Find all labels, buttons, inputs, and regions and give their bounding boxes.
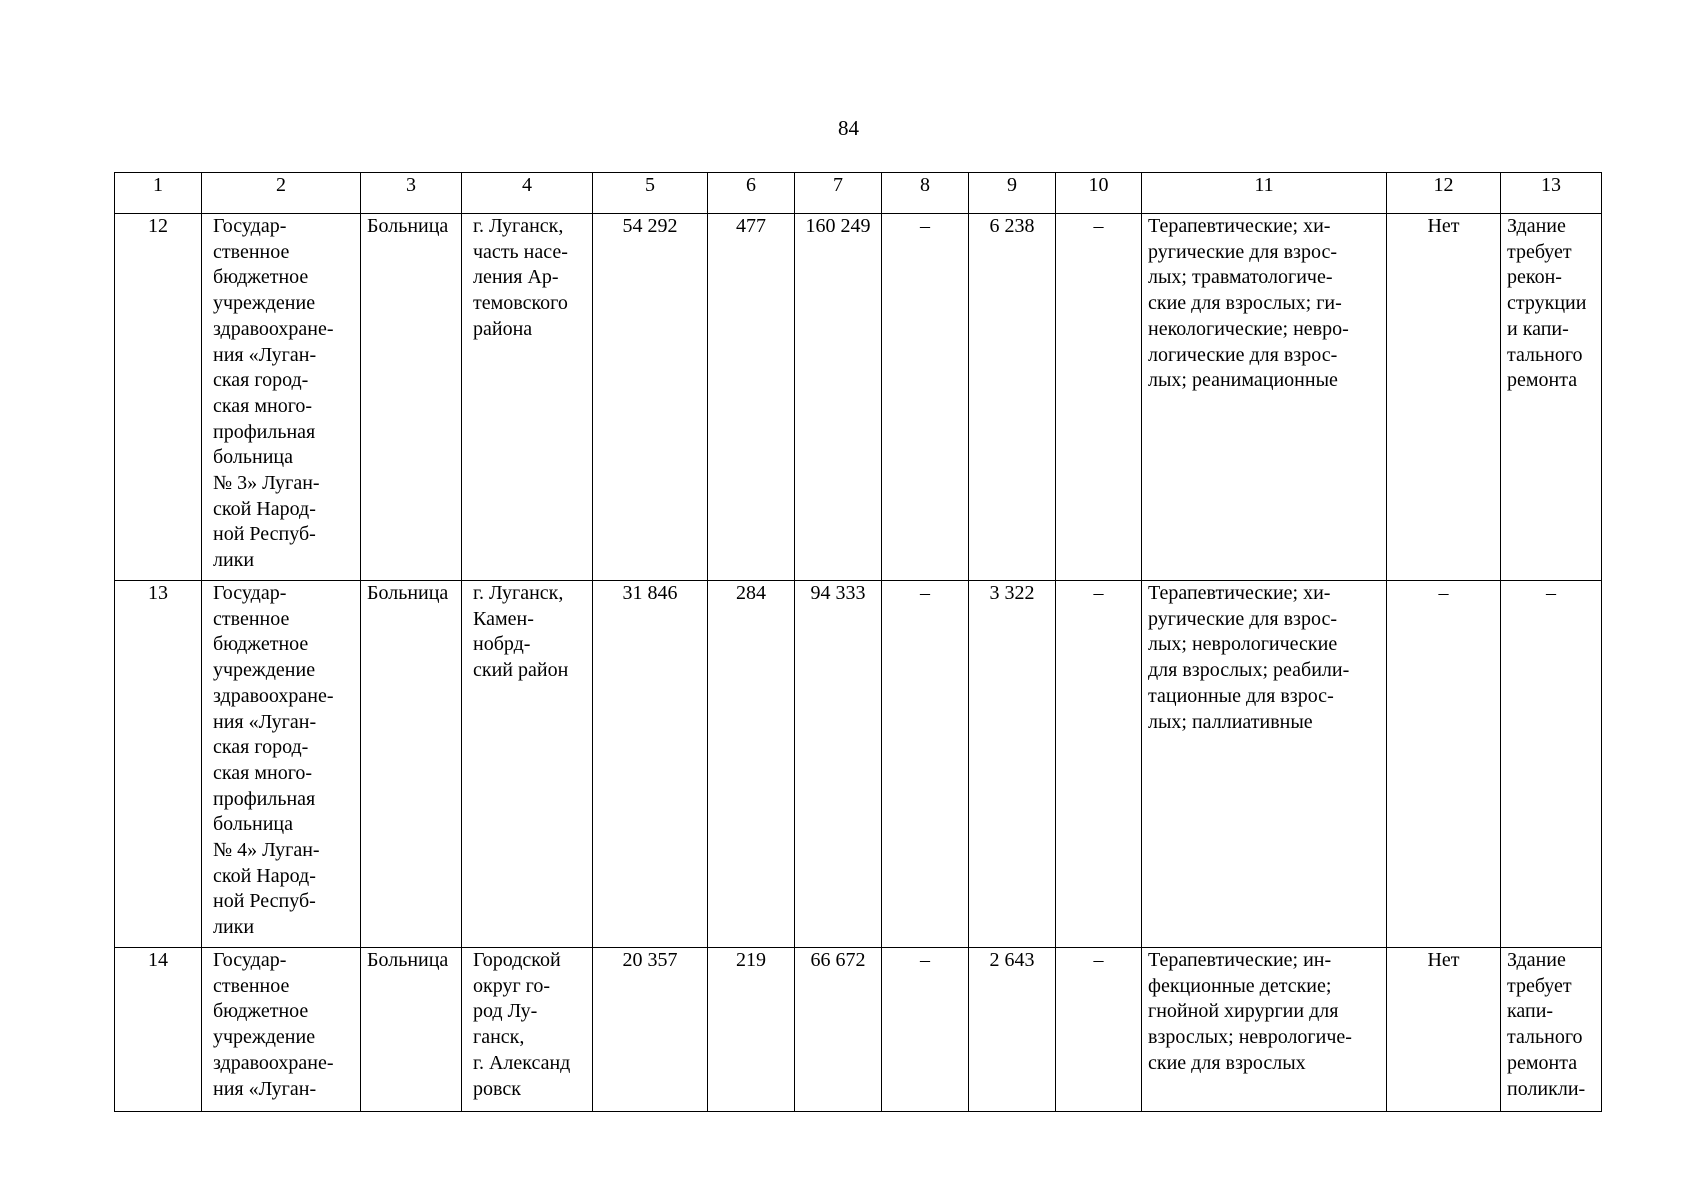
header-cell: 11 bbox=[1142, 173, 1387, 214]
location: Городской округ го- род Лу- ганск, г. Александ ровск bbox=[462, 948, 593, 1112]
cell-col-6: 477 bbox=[708, 214, 795, 581]
cell-col-7: 94 333 bbox=[795, 581, 882, 948]
cell-col-7: 66 672 bbox=[795, 948, 882, 1112]
cell-col-8: – bbox=[882, 581, 969, 948]
cell-col-13: Здание требует рекон- струкции и капи- тального ремонта bbox=[1501, 214, 1602, 581]
hospital-table bbox=[114, 172, 1602, 1112]
cell-col-10: – bbox=[1056, 214, 1142, 581]
location: г. Луганск, часть насе- ления Ар- темовского района bbox=[462, 214, 593, 581]
header-cell: 3 bbox=[361, 173, 462, 214]
table-row bbox=[115, 214, 1602, 581]
cell-col-12: – bbox=[1387, 581, 1501, 948]
row-number: 12 bbox=[115, 214, 202, 581]
cell-col-5: 54 292 bbox=[593, 214, 708, 581]
header-cell: 5 bbox=[593, 173, 708, 214]
page-number: 84 bbox=[838, 116, 859, 140]
cell-col-5: 31 846 bbox=[593, 581, 708, 948]
cell-col-13: – bbox=[1501, 581, 1602, 948]
table-row bbox=[115, 581, 1602, 948]
departments: Терапевтические; хи- ругические для взрос- лых; неврологические для взрослых; реабили- тационные для взрос- лых; паллиативные bbox=[1142, 581, 1387, 948]
cell-col-6: 219 bbox=[708, 948, 795, 1112]
header-cell: 13 bbox=[1501, 173, 1602, 214]
departments: Терапевтические; хи- ругические для взрос- лых; травматологиче- ские для взрослых; ги- некологические; невро- логические для взрос- лых; реанимационные bbox=[1142, 214, 1387, 581]
institution-name: Государ- ственное бюджетное учреждение здравоохране- ния «Луган- bbox=[202, 948, 361, 1112]
header-cell: 2 bbox=[202, 173, 361, 214]
departments: Терапевтические; ин- фекционные детские; гнойной хирургии для взрослых; неврологиче- ские для взрослых bbox=[1142, 948, 1387, 1112]
header-cell: 10 bbox=[1056, 173, 1142, 214]
header-cell: 8 bbox=[882, 173, 969, 214]
cell-col-13: Здание требует капи- тального ремонта поликли- bbox=[1501, 948, 1602, 1112]
cell-col-10: – bbox=[1056, 581, 1142, 948]
row-number: 14 bbox=[115, 948, 202, 1112]
cell-col-10: – bbox=[1056, 948, 1142, 1112]
cell-col-6: 284 bbox=[708, 581, 795, 948]
facility-type: Больница bbox=[361, 214, 462, 581]
cell-col-9: 3 322 bbox=[969, 581, 1056, 948]
header-cell: 7 bbox=[795, 173, 882, 214]
cell-col-8: – bbox=[882, 214, 969, 581]
header-row bbox=[115, 173, 1602, 214]
header-cell: 4 bbox=[462, 173, 593, 214]
cell-col-12: Нет bbox=[1387, 948, 1501, 1112]
location: г. Луганск, Камен- нобрд- ский район bbox=[462, 581, 593, 948]
header-cell: 6 bbox=[708, 173, 795, 214]
cell-col-5: 20 357 bbox=[593, 948, 708, 1112]
cell-col-7: 160 249 bbox=[795, 214, 882, 581]
facility-type: Больница bbox=[361, 581, 462, 948]
table-row bbox=[115, 948, 1602, 1112]
institution-name: Государ- ственное бюджетное учреждение здравоохране- ния «Луган- ская город- ская много- профильная больница № 4» Луган- ской Народ- ной Респуб- лики bbox=[202, 581, 361, 948]
cell-col-8: – bbox=[882, 948, 969, 1112]
header-cell: 1 bbox=[115, 173, 202, 214]
cell-col-9: 2 643 bbox=[969, 948, 1056, 1112]
row-number: 13 bbox=[115, 581, 202, 948]
facility-type: Больница bbox=[361, 948, 462, 1112]
header-cell: 12 bbox=[1387, 173, 1501, 214]
cell-col-12: Нет bbox=[1387, 214, 1501, 581]
cell-col-9: 6 238 bbox=[969, 214, 1056, 581]
institution-name: Государ- ственное бюджетное учреждение здравоохране- ния «Луган- ская город- ская много- профильная больница № 3» Луган- ской Народ- ной Респуб- лики bbox=[202, 214, 361, 581]
header-cell: 9 bbox=[969, 173, 1056, 214]
